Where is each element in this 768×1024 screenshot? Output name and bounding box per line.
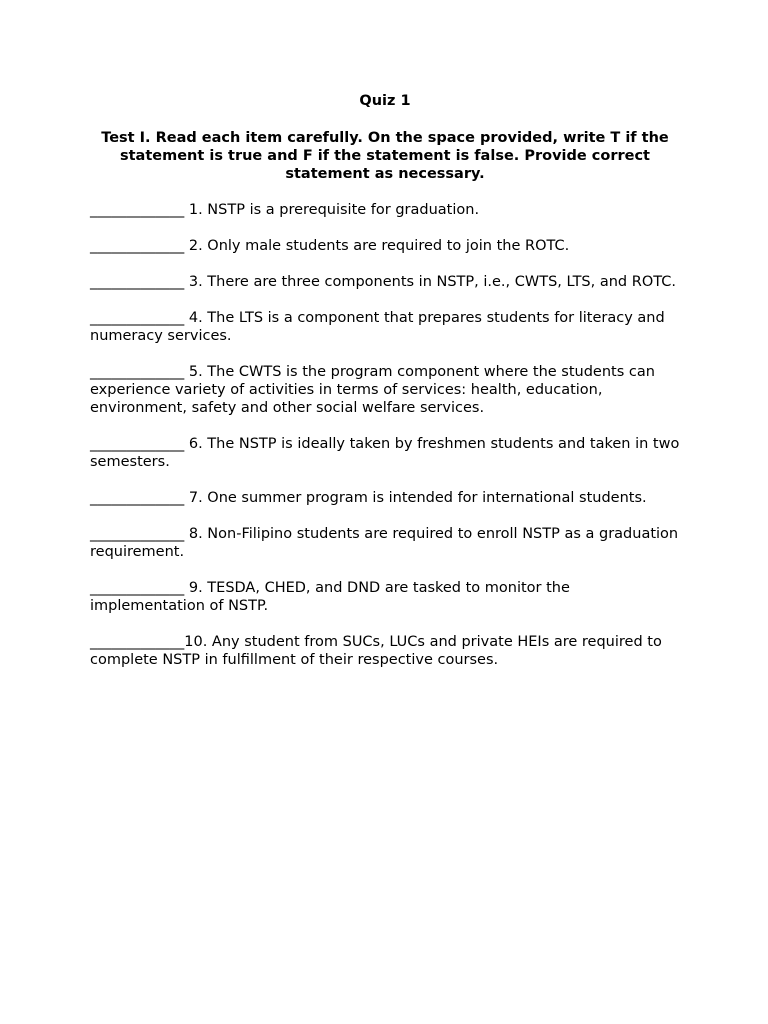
item-statement: 3. There are three components in NSTP, i.e., CWTS, LTS, and ROTC. <box>184 274 676 290</box>
quiz-item-2 <box>90 237 680 255</box>
item-statement: 9. TESDA, CHED, and DND are tasked to monitor the implementation of NSTP. <box>90 580 570 614</box>
quiz-title: Quiz 1 <box>359 93 411 109</box>
item-statement: 6. The NSTP is ideally taken by freshmen students and taken in two semesters. <box>90 436 680 470</box>
answer-blank[interactable]: _____________ <box>90 526 185 542</box>
item-statement: 8. Non-Filipino students are required to enroll NSTP as a graduation requirement. <box>90 526 679 560</box>
answer-blank[interactable]: _____________ <box>90 364 185 380</box>
quiz-items <box>90 201 680 669</box>
test-instructions: Test I. Read each item carefully. On the space provided, write T if the statement is true and F if the statement is false. Provide correct statement as necessary. <box>101 130 669 182</box>
answer-blank[interactable]: _____________ <box>90 580 185 596</box>
item-statement: 7. One summer program is intended for international students. <box>184 490 647 506</box>
answer-blank[interactable]: _____________ <box>90 634 185 650</box>
answer-blank[interactable]: _____________ <box>90 436 185 452</box>
quiz-item-1 <box>90 201 680 219</box>
item-statement: 4. The LTS is a component that prepares students for literacy and numeracy services. <box>90 310 665 344</box>
item-statement: 5. The CWTS is the program component where the students can experience variety of activities in terms of services: health, education, environment, safety and other social welfare services. <box>90 364 655 416</box>
answer-blank[interactable]: _____________ <box>90 274 185 290</box>
quiz-item-8 <box>90 525 680 561</box>
item-statement: 10. Any student from SUCs, LUCs and private HEIs are required to complete NSTP in fulfillment of their respective courses. <box>90 634 662 668</box>
quiz-item-3 <box>90 273 680 291</box>
item-statement: 2. Only male students are required to join the ROTC. <box>184 238 570 254</box>
answer-blank[interactable]: _____________ <box>90 238 185 254</box>
answer-blank[interactable]: _____________ <box>90 310 185 326</box>
item-statement: 1. NSTP is a prerequisite for graduation. <box>184 202 480 218</box>
answer-blank[interactable]: _____________ <box>90 202 185 218</box>
quiz-item-5 <box>90 363 680 417</box>
quiz-item-6 <box>90 435 680 471</box>
quiz-page <box>90 90 680 687</box>
quiz-item-9 <box>90 579 680 615</box>
quiz-item-4 <box>90 309 680 345</box>
answer-blank[interactable]: _____________ <box>90 490 185 506</box>
quiz-item-7 <box>90 489 680 507</box>
quiz-item-10 <box>90 633 680 669</box>
